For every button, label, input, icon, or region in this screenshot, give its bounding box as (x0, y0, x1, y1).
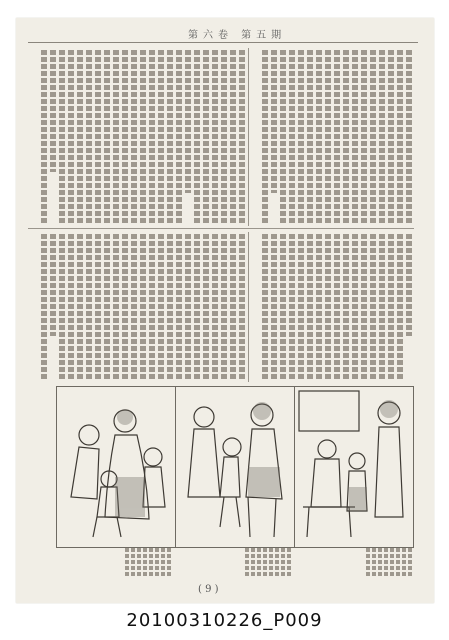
caption-left (56, 548, 171, 578)
article-text-upper-right (252, 50, 412, 224)
family-illustration (57, 387, 175, 547)
page-number: ( 9 ) (198, 584, 219, 595)
nurse-and-child-illustration (176, 387, 294, 547)
comic-panel-right (295, 387, 413, 547)
column-divider-lower (248, 232, 249, 382)
comic-panel-middle (176, 387, 295, 547)
issue-header-text: 第六卷 第五期 (188, 30, 287, 41)
column-divider (248, 48, 249, 226)
article-text-lower-right (252, 234, 412, 380)
comic-strip (56, 386, 414, 548)
article-text-upper-left (30, 50, 245, 224)
doctor-exam-illustration (295, 387, 413, 547)
page-header (28, 26, 418, 43)
comic-captions (56, 548, 412, 578)
comic-panel-left (57, 387, 176, 547)
caption-right (297, 548, 412, 578)
article-text-lower-left (30, 234, 245, 380)
archive-id-label: 20100310226_P009 (126, 610, 323, 631)
section-divider (28, 228, 414, 229)
caption-middle (177, 548, 292, 578)
